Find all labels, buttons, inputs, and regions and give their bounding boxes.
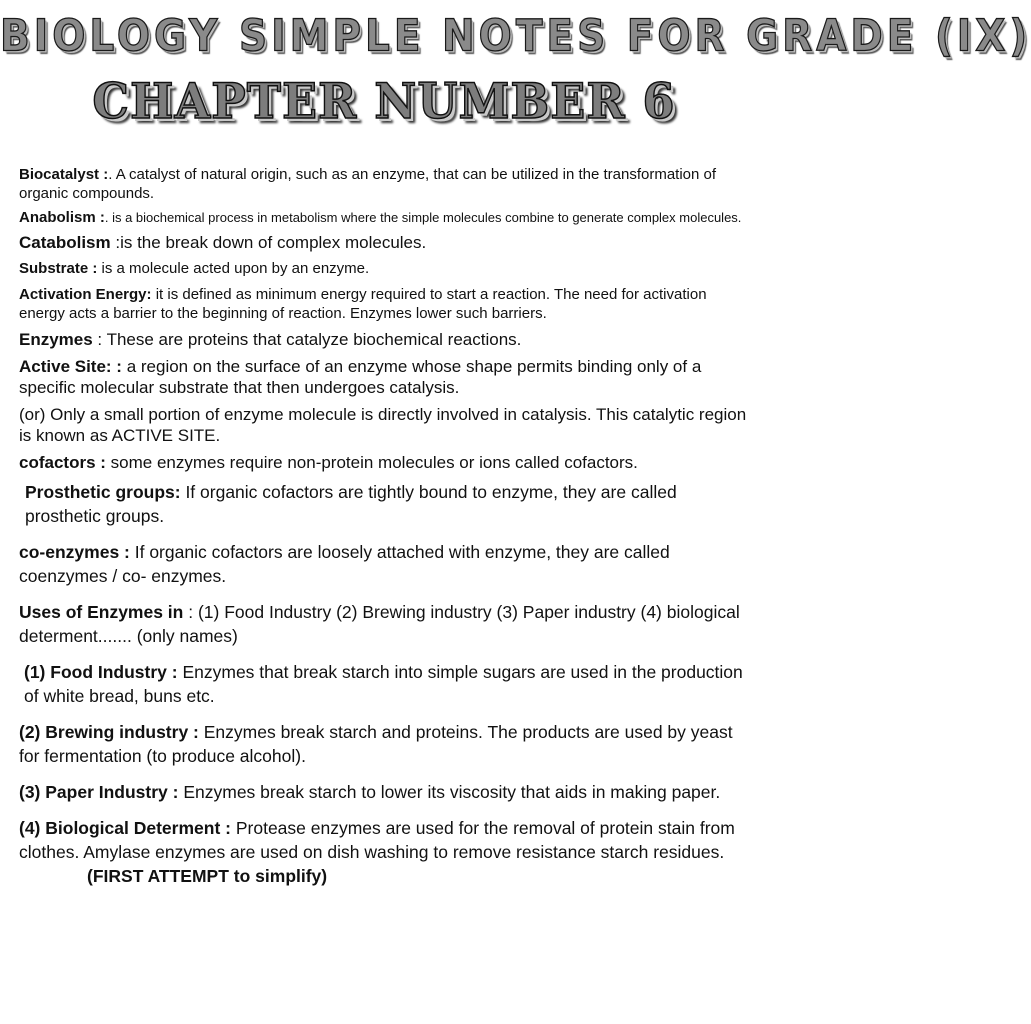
note-text: it is defined as minimum energy required to start a reaction. The need for activation energy acts a barrier to the beginning of reaction. Enzymes lower such barriers. <box>19 286 707 322</box>
note-text: a region on the surface of an enzyme whose shape permits binding only of a specific molecular substrate that then undergoes catalysis. <box>19 357 702 397</box>
note-text: : (1) Food Industry (2) Brewing industry (3) Paper industry (4) biological determent....... (only names) <box>19 602 740 646</box>
note-text: (or) Only a small portion of enzyme molecule is directly involved in catalysis. This catalytic region is known as ACTIVE SITE. <box>19 405 747 445</box>
note-text: . is a biochemical process in metabolism where the simple molecules combine to generate complex molecules. <box>104 210 742 225</box>
note-term: Biocatalyst : <box>19 166 109 183</box>
document-title: BIOLOGY SIMPLE NOTES FOR GRADE (IX) <box>0 11 1031 62</box>
note-term: Activation Energy: <box>19 286 152 303</box>
note-term: cofactors : <box>19 453 106 472</box>
note-term: Active Site: : <box>19 357 122 376</box>
note-term: (4) Biological Determent : <box>19 818 231 838</box>
note-text: If organic cofactors are tightly bound to enzyme, they are called prosthetic groups. <box>25 482 677 526</box>
note-text: Enzymes break starch to lower its viscosity that aids in making paper. <box>178 782 721 802</box>
note-term: Uses of Enzymes in <box>19 602 184 622</box>
note-text: :is the break down of complex molecules. <box>110 233 427 252</box>
note-uses-of-enzymes <box>19 600 751 648</box>
note-brewing-industry <box>19 720 751 768</box>
note-catabolism <box>19 232 751 253</box>
note-food-industry <box>19 660 751 708</box>
note-term: (3) Paper Industry : <box>19 782 179 802</box>
closing-note: (FIRST ATTEMPT to simplify) <box>87 866 328 886</box>
notes-body <box>19 165 751 888</box>
note-text: . A catalyst of natural origin, such as an enzyme, that can be utilized in the transformation of organic compounds. <box>19 166 717 202</box>
note-substrate <box>19 259 751 278</box>
note-active-site-alt <box>19 404 751 446</box>
note-co-enzymes <box>19 540 751 588</box>
note-biocatalyst <box>19 165 751 203</box>
page-header <box>0 0 1031 140</box>
note-term: (1) Food Industry : <box>24 662 178 682</box>
note-term: Enzymes <box>19 330 93 349</box>
note-text: is a molecule acted upon by an enzyme. <box>97 260 370 277</box>
note-anabolism <box>19 210 751 226</box>
note-text: Protease enzymes are used for the removal of protein stain from clothes. Amylase enzymes are used on dish washing to remove resistance starch residues. <box>19 818 735 862</box>
note-paper-industry <box>19 780 751 804</box>
note-text: Enzymes break starch and proteins. The products are used by yeast for fermentation (to produce alcohol). <box>19 722 733 766</box>
note-text: : These are proteins that catalyze biochemical reactions. <box>92 330 522 349</box>
note-cofactors <box>19 452 751 473</box>
note-text: some enzymes require non-protein molecules or ions called cofactors. <box>105 453 638 472</box>
chapter-title: CHAPTER NUMBER 6 <box>92 72 676 130</box>
note-prosthetic-groups <box>19 480 751 528</box>
note-text: Enzymes that break starch into simple sugars are used in the production of white bread, buns etc. <box>24 662 743 706</box>
note-term: Anabolism : <box>19 209 105 226</box>
note-active-site <box>19 356 751 398</box>
note-enzymes <box>19 329 751 350</box>
note-term: Substrate : <box>19 260 98 277</box>
note-term: co-enzymes : <box>19 542 130 562</box>
note-biological-determent <box>19 816 751 888</box>
note-term: (2) Brewing industry : <box>19 722 199 742</box>
note-text: If organic cofactors are loosely attached with enzyme, they are called coenzymes / co- enzymes. <box>19 542 670 586</box>
note-activation-energy <box>19 285 751 323</box>
note-term: Prosthetic groups: <box>25 482 181 502</box>
note-term: Catabolism <box>19 233 111 252</box>
